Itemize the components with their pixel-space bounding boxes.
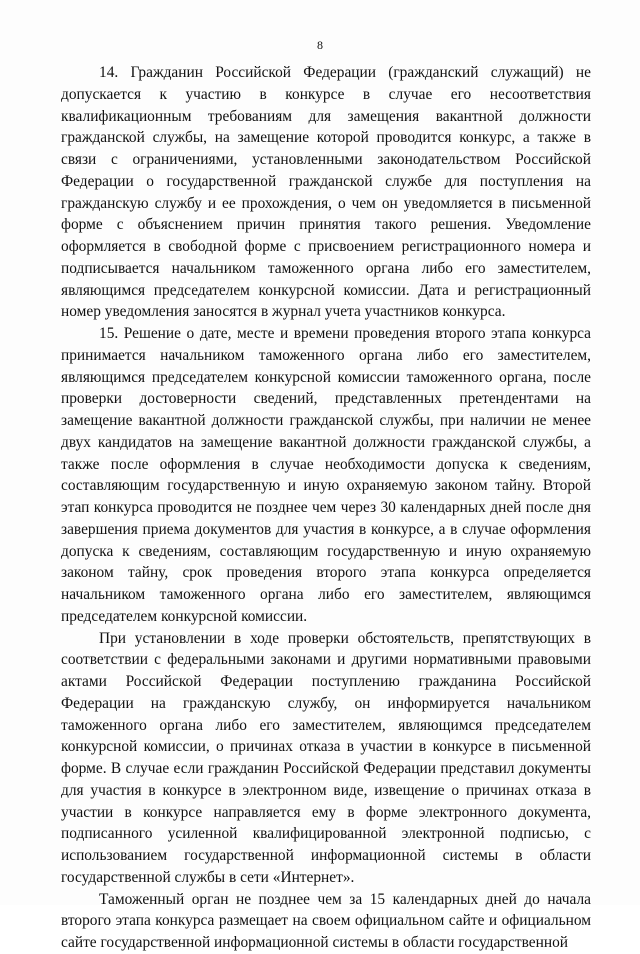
paragraph-publication: Таможенный орган не позднее чем за 15 календарных дней до начала второго этапа конкурса размещает на своем официальном сайте и официальном сайте государственной информационной системы в области государственной (61, 890, 591, 951)
paragraph-14: 14. Гражданин Российской Федерации (гражданский служащий) не допускается к участию в конкурсе в случае его несоответствия квалификационным требованиям для замещения вакантной должности гражданской службы, на замещение которой проводится конкурс, а также в связи с ограничениями, установленными законодательством Российской Федерации о государственной гражданской службе для поступления на гражданскую службу и ее прохождения, о чем он уведомляется в письменной форме с объяснением причин принятия такого решения. Уведомление оформляется в свободной форме с присвоением регистрационного номера и подписывается начальником таможенного органа либо его заместителем, являющимся председателем конкурсной комиссии. Дата и регистрационный номер уведомления заносятся в журнал учета участников конкурса. (61, 64, 591, 321)
document-body (61, 62, 591, 954)
paragraph-refusal-notice: При установлении в ходе проверки обстоятельств, препятствующих в соответствии с федеральными законами и другими нормативными правовыми актами Российской Федерации поступлению гражданина Российской Федерации на гражданскую службу, он информируется начальником таможенного органа либо его заместителем, являющимся председателем конкурсной комиссии, о причинах отказа в участии в конкурсе в письменной форме. В случае если гражданин Российской Федерации представил документы для участия в конкурсе в электронном виде, извещение о причинах отказа в участии в конкурсе направляется ему в форме электронного документа, подписанного усиленной квалифицированной электронной подписью, с использованием государственной информационной системы в области государственной службы в сети «Интернет». (61, 629, 591, 886)
page-number: 8 (317, 38, 323, 52)
paragraph-15: 15. Решение о дате, месте и времени проведения второго этапа конкурса принимается начальником таможенного органа либо его заместителем, являющимся председателем конкурсной комиссии таможенного органа, после проверки достоверности сведений, представленных претендентами на замещение вакантной должности гражданской службы, при наличии не менее двух кандидатов на замещение вакантной должности гражданской службы, а также после оформления в случае необходимости допуска к сведениям, составляющим государственную и иную охраняемую законом тайну. Второй этап конкурса проводится не позднее чем через 30 календарных дней после дня завершения приема документов для участия в конкурсе, а в случае оформления допуска к сведениям, составляющим государственную и иную охраняемую законом тайну, срок проведения второго этапа конкурса определяется начальником таможенного органа либо его заместителем, являющимся председателем конкурсной комиссии. (61, 325, 591, 625)
